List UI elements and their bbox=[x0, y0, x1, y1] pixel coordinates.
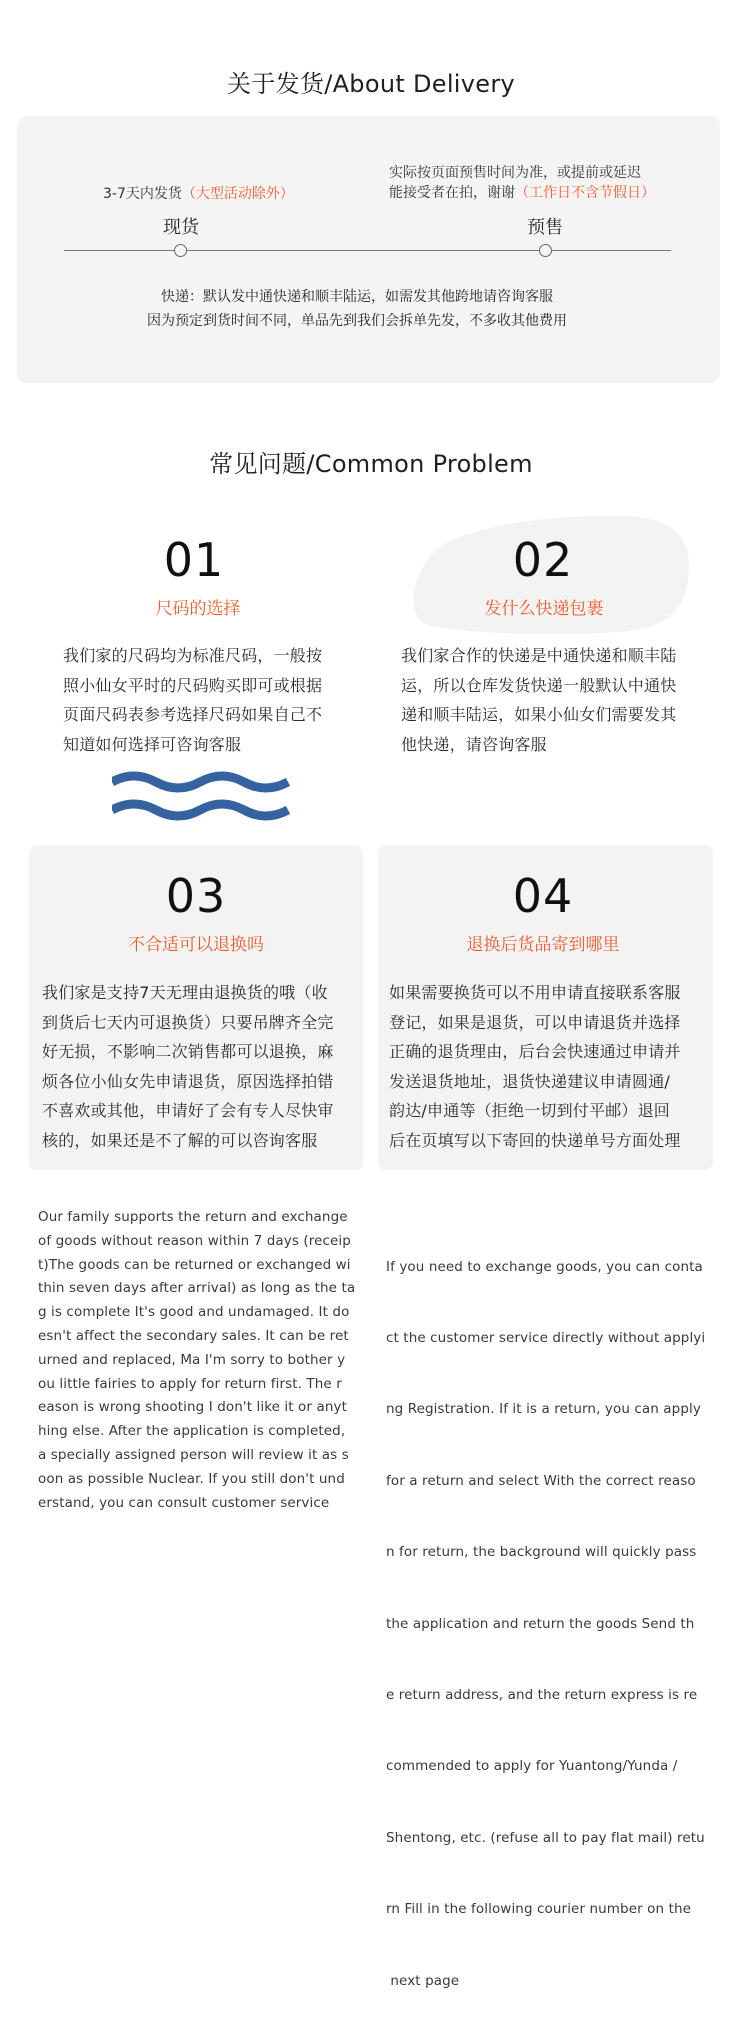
faq-number-04: 04 bbox=[512, 869, 574, 923]
faq-body-01-line: 页面尺码表参考选择尺码如果自己不 bbox=[63, 705, 323, 724]
en-left-line: ou little fairies to apply for return first. The r bbox=[38, 1375, 342, 1392]
faq-body-02-line: 运，所以仓库发货快递一般默认中通快 bbox=[401, 675, 677, 695]
en-left-line: a specially assigned person will review it as s bbox=[38, 1446, 349, 1463]
timeline-dot-in-stock bbox=[174, 244, 187, 257]
en-left-line: t)The goods can be returned or exchanged wi bbox=[38, 1256, 351, 1273]
en-left-line: hing else. After the application is completed, bbox=[38, 1423, 346, 1440]
en-translation-left bbox=[38, 1206, 360, 1515]
en-right-line: ng Registration. If it is a return, you can apply bbox=[386, 1401, 701, 1418]
faq-body-03-line: 不喜欢或其他，申请好了会有专人尽快审 bbox=[42, 1101, 334, 1120]
presale-label: 预售 bbox=[527, 217, 563, 238]
faq-body-03-line: 到货后七天内可退换货）只要吊牌齐全完 bbox=[42, 1012, 334, 1032]
express-info bbox=[0, 285, 714, 333]
presale-note bbox=[389, 163, 655, 203]
en-right-line: commended to apply for Yuantong/Yunda / bbox=[386, 1758, 678, 1775]
en-left-line: Our family supports the return and exchange bbox=[38, 1209, 348, 1225]
express-line-2: 因为预定到货时间不同，单品先到我们会拆单先发，不多收其他费用 bbox=[147, 313, 567, 329]
en-left-line: oon as possible Nuclear. If you still don't und bbox=[38, 1470, 345, 1487]
faq-number-01: 01 bbox=[163, 533, 225, 587]
en-right-line: next page bbox=[386, 1972, 460, 1989]
en-translation-right bbox=[386, 1208, 716, 2017]
faq-heading-04: 退换后货品寄到哪里 bbox=[466, 935, 620, 955]
faq-body-02-line: 递和顺丰陆运，如果小仙女们需要发其 bbox=[401, 705, 677, 724]
in-stock-note bbox=[103, 184, 294, 204]
faq-heading-01: 尺码的选择 bbox=[155, 599, 241, 619]
delivery-title: 关于发货/About Delivery bbox=[227, 70, 515, 98]
en-right-line: ct the customer service directly without applyi bbox=[386, 1329, 706, 1346]
in-stock-label: 现货 bbox=[163, 217, 199, 238]
en-right-line: rn Fill in the following courier number on the bbox=[386, 1901, 692, 1918]
faq-body-04-line: 正确的退货理由，后台会快速通过申请并 bbox=[389, 1042, 681, 1061]
faq-body-04-line: 登记，如果是退货，可以申请退货并选择 bbox=[389, 1012, 681, 1032]
faq-body-04-line: 后在页填写以下寄回的快递单号方面处理 bbox=[389, 1130, 681, 1150]
en-right-line: the application and return the goods Send th bbox=[386, 1615, 695, 1632]
en-right-line: Shentong, etc. (refuse all to pay flat mail) retu bbox=[386, 1829, 705, 1846]
faq-body-04-line: 韵达/申通等（拒绝一切到付平邮）退回 bbox=[389, 1101, 670, 1120]
faq-body-03-line: 烦各位小仙女先申请退货，原因选择拍错 bbox=[42, 1071, 334, 1091]
express-line-1: 快递：默认发中通快递和顺丰陆运，如需发其他跨地请咨询客服 bbox=[161, 289, 553, 305]
timeline-dot-presale bbox=[539, 244, 552, 257]
faq-number-02: 02 bbox=[512, 533, 574, 587]
faq-body-04 bbox=[389, 978, 681, 1155]
presale-note-line2 bbox=[389, 183, 655, 203]
en-left-line: esn't affect the secondary sales. It can be ret bbox=[38, 1327, 349, 1344]
faq-body-04-line: 发送退货地址，退货快递建议申请圆通/ bbox=[389, 1071, 670, 1091]
en-left-line: erstand, you can consult customer service bbox=[38, 1494, 330, 1511]
en-left-line: thin seven days after arrival) as long as the ta bbox=[38, 1280, 356, 1297]
faq-body-01 bbox=[63, 641, 322, 759]
faq-body-01-line: 照小仙女平时的尺码购买即可或根据 bbox=[63, 675, 323, 695]
faq-body-04-line: 如果需要换货可以不用申请直接联系客服 bbox=[389, 983, 681, 1002]
presale-note-highlight: （工作日不含节假日） bbox=[515, 185, 655, 201]
faq-body-03-line: 核的，如果还是不了解的可以咨询客服 bbox=[42, 1130, 318, 1150]
en-right-line: n for return, the background will quickly pass bbox=[386, 1544, 697, 1561]
faq-body-03-line: 好无损，不影响二次销售都可以退换，麻 bbox=[42, 1042, 334, 1061]
presale-note-line1: 实际按页面预售时间为准，或提前或延迟 bbox=[389, 165, 641, 181]
en-left-line: g is complete It's good and undamaged. It do bbox=[38, 1304, 350, 1321]
in-stock-note-highlight: （大型活动除外） bbox=[181, 186, 294, 202]
en-right-line: If you need to exchange goods, you can conta bbox=[386, 1258, 703, 1275]
faq-body-01-line: 我们家的尺码均为标准尺码，一般按 bbox=[63, 646, 323, 665]
presale-note-line2-text: 能接受者在拍，谢谢 bbox=[389, 185, 515, 201]
wave-decoration bbox=[112, 770, 290, 826]
en-left-line: of goods without reason within 7 days (receip bbox=[38, 1232, 351, 1249]
faq-body-03 bbox=[42, 978, 334, 1155]
faq-number-03: 03 bbox=[165, 869, 227, 923]
faq-body-03-line: 我们家是支持7天无理由退换货的哦（收 bbox=[42, 983, 328, 1002]
faq-body-02-line: 他快递，请咨询客服 bbox=[401, 734, 547, 754]
faq-body-02 bbox=[401, 641, 676, 759]
faq-title: 常见问题/Common Problem bbox=[209, 450, 533, 478]
faq-heading-03: 不合适可以退换吗 bbox=[128, 935, 264, 955]
faq-heading-02: 发什么快递包裹 bbox=[484, 599, 604, 619]
en-left-line: urned and replaced, Ma I'm sorry to bother y bbox=[38, 1351, 346, 1368]
timeline-line bbox=[64, 250, 671, 251]
faq-body-02-line: 我们家合作的快递是中通快递和顺丰陆 bbox=[401, 646, 677, 665]
in-stock-note-text: 3-7天内发货 bbox=[103, 186, 182, 202]
en-right-line: e return address, and the return express is re bbox=[386, 1686, 698, 1703]
en-left-line: eason is wrong shooting I don't like it or anyt bbox=[38, 1399, 347, 1416]
en-right-line: for a return and select With the correct reaso bbox=[386, 1472, 696, 1489]
faq-body-01-line: 知道如何选择可咨询客服 bbox=[63, 734, 242, 754]
